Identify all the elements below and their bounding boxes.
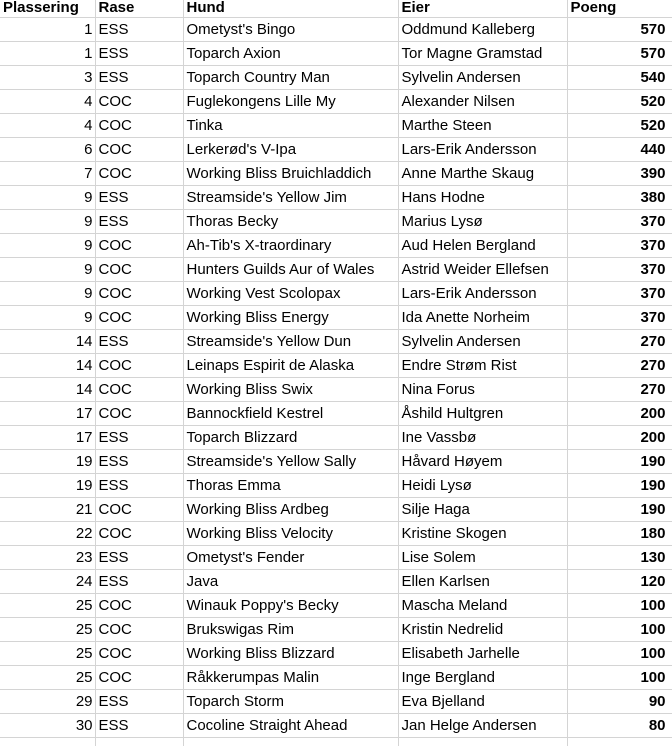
- cell-plassering[interactable]: 24: [0, 569, 95, 593]
- cell-hund[interactable]: Working Bliss Energy: [183, 305, 398, 329]
- table-row: [0, 89, 672, 113]
- cell-hund[interactable]: Brukswigas Rim: [183, 617, 398, 641]
- cell-plassering[interactable]: 14: [0, 353, 95, 377]
- cell-plassering[interactable]: 9: [0, 233, 95, 257]
- cell-eier[interactable]: Åshild Hultgren: [398, 401, 567, 425]
- table-row: [0, 401, 672, 425]
- cell-plassering[interactable]: 1: [0, 17, 95, 41]
- cell-eier[interactable]: Marthe Steen: [398, 113, 567, 137]
- cell-plassering[interactable]: 25: [0, 665, 95, 689]
- cell-rase[interactable]: ESS: [95, 17, 183, 41]
- table-row: [0, 473, 672, 497]
- cell-rase[interactable]: COC: [95, 497, 183, 521]
- cell-poeng[interactable]: 100: [567, 593, 672, 617]
- cell-plassering[interactable]: 9: [0, 257, 95, 281]
- cell-plassering[interactable]: 29: [0, 689, 95, 713]
- cell-hund[interactable]: Working Bliss Bruichladdich: [183, 161, 398, 185]
- cell-poeng[interactable]: 270: [567, 377, 672, 401]
- cell-poeng[interactable]: 190: [567, 449, 672, 473]
- cell-poeng[interactable]: 520: [567, 89, 672, 113]
- cell-hund[interactable]: Ometyst's Fender: [183, 545, 398, 569]
- cell-hund[interactable]: Toparch Country Man: [183, 65, 398, 89]
- cell-hund[interactable]: Bannockfield Kestrel: [183, 401, 398, 425]
- cell-poeng[interactable]: 190: [567, 473, 672, 497]
- cell-rase[interactable]: COC: [95, 353, 183, 377]
- cell-rase[interactable]: COC: [95, 665, 183, 689]
- empty-cell[interactable]: [567, 737, 672, 746]
- table-row: [0, 305, 672, 329]
- cell-rase[interactable]: ESS: [95, 713, 183, 737]
- cell-plassering[interactable]: 9: [0, 185, 95, 209]
- table-row: [0, 113, 672, 137]
- cell-poeng[interactable]: 270: [567, 329, 672, 353]
- table-row: [0, 641, 672, 665]
- cell-plassering[interactable]: 9: [0, 209, 95, 233]
- cell-poeng[interactable]: 190: [567, 497, 672, 521]
- cell-eier[interactable]: Lise Solem: [398, 545, 567, 569]
- cell-plassering[interactable]: 4: [0, 89, 95, 113]
- cell-plassering[interactable]: 30: [0, 713, 95, 737]
- cell-eier[interactable]: Ida Anette Norheim: [398, 305, 567, 329]
- cell-hund[interactable]: Streamside's Yellow Sally: [183, 449, 398, 473]
- cell-eier[interactable]: Hans Hodne: [398, 185, 567, 209]
- cell-hund[interactable]: Working Bliss Velocity: [183, 521, 398, 545]
- cell-rase[interactable]: COC: [95, 305, 183, 329]
- cell-eier[interactable]: Endre Strøm Rist: [398, 353, 567, 377]
- table-row: [0, 713, 672, 737]
- table-row: [0, 353, 672, 377]
- cell-plassering[interactable]: 17: [0, 425, 95, 449]
- cell-rase[interactable]: COC: [95, 377, 183, 401]
- cell-plassering[interactable]: 7: [0, 161, 95, 185]
- table-row: [0, 377, 672, 401]
- cell-poeng[interactable]: 440: [567, 137, 672, 161]
- header-rase[interactable]: Rase: [95, 0, 183, 17]
- cell-hund[interactable]: Working Bliss Swix: [183, 377, 398, 401]
- table-row: [0, 41, 672, 65]
- cell-eier[interactable]: Marius Lysø: [398, 209, 567, 233]
- cell-eier[interactable]: Lars-Erik Andersson: [398, 281, 567, 305]
- cell-eier[interactable]: Elisabeth Jarhelle: [398, 641, 567, 665]
- cell-eier[interactable]: Tor Magne Gramstad: [398, 41, 567, 65]
- cell-plassering[interactable]: 6: [0, 137, 95, 161]
- cell-plassering[interactable]: 19: [0, 449, 95, 473]
- table-row: [0, 545, 672, 569]
- cell-hund[interactable]: Tinka: [183, 113, 398, 137]
- table-row: [0, 281, 672, 305]
- cell-hund[interactable]: Streamside's Yellow Dun: [183, 329, 398, 353]
- cell-plassering[interactable]: 23: [0, 545, 95, 569]
- cell-eier[interactable]: Alexander Nilsen: [398, 89, 567, 113]
- cell-eier[interactable]: Silje Haga: [398, 497, 567, 521]
- cell-hund[interactable]: Råkkerumpas Malin: [183, 665, 398, 689]
- cell-rase[interactable]: COC: [95, 137, 183, 161]
- cell-plassering[interactable]: 9: [0, 281, 95, 305]
- table-row: [0, 665, 672, 689]
- table-row: [0, 689, 672, 713]
- cell-eier[interactable]: Aud Helen Bergland: [398, 233, 567, 257]
- cell-poeng[interactable]: 120: [567, 569, 672, 593]
- cell-rase[interactable]: ESS: [95, 425, 183, 449]
- cell-rase[interactable]: COC: [95, 281, 183, 305]
- table-row: [0, 17, 672, 41]
- cell-poeng[interactable]: 270: [567, 353, 672, 377]
- cell-plassering[interactable]: 9: [0, 305, 95, 329]
- cell-poeng[interactable]: 380: [567, 185, 672, 209]
- header-plassering[interactable]: Plassering: [0, 0, 95, 17]
- cell-rase[interactable]: COC: [95, 161, 183, 185]
- cell-eier[interactable]: Nina Forus: [398, 377, 567, 401]
- cell-eier[interactable]: Inge Bergland: [398, 665, 567, 689]
- cell-poeng[interactable]: 390: [567, 161, 672, 185]
- cell-plassering[interactable]: 17: [0, 401, 95, 425]
- cell-poeng[interactable]: 370: [567, 305, 672, 329]
- table-header: [0, 0, 672, 17]
- cell-hund[interactable]: Cocoline Straight Ahead: [183, 713, 398, 737]
- cell-rase[interactable]: ESS: [95, 41, 183, 65]
- cell-eier[interactable]: Sylvelin Andersen: [398, 329, 567, 353]
- empty-cell[interactable]: [398, 737, 567, 746]
- cell-hund[interactable]: Streamside's Yellow Jim: [183, 185, 398, 209]
- table-row: [0, 617, 672, 641]
- cell-rase[interactable]: ESS: [95, 185, 183, 209]
- cell-poeng[interactable]: 90: [567, 689, 672, 713]
- table-row: [0, 521, 672, 545]
- table-row: [0, 161, 672, 185]
- cell-plassering[interactable]: 14: [0, 329, 95, 353]
- cell-rase[interactable]: ESS: [95, 569, 183, 593]
- cell-hund[interactable]: Toparch Blizzard: [183, 425, 398, 449]
- cell-poeng[interactable]: 570: [567, 41, 672, 65]
- cell-rase[interactable]: ESS: [95, 473, 183, 497]
- cell-eier[interactable]: Anne Marthe Skaug: [398, 161, 567, 185]
- header-row: [0, 0, 672, 17]
- cell-hund[interactable]: Leinaps Espirit de Alaska: [183, 353, 398, 377]
- table-row: [0, 65, 672, 89]
- cell-poeng[interactable]: 570: [567, 17, 672, 41]
- cell-eier[interactable]: Håvard Høyem: [398, 449, 567, 473]
- table-row: [0, 233, 672, 257]
- cell-hund[interactable]: Working Vest Scolopax: [183, 281, 398, 305]
- cell-eier[interactable]: Eva Bjelland: [398, 689, 567, 713]
- cell-hund[interactable]: Toparch Storm: [183, 689, 398, 713]
- cell-plassering[interactable]: 14: [0, 377, 95, 401]
- cell-eier[interactable]: Ine Vassbø: [398, 425, 567, 449]
- cell-poeng[interactable]: 200: [567, 401, 672, 425]
- table-row: [0, 593, 672, 617]
- cell-plassering[interactable]: 25: [0, 641, 95, 665]
- table-row: [0, 137, 672, 161]
- table-row: [0, 449, 672, 473]
- table-row: [0, 425, 672, 449]
- cell-plassering[interactable]: 19: [0, 473, 95, 497]
- cell-rase[interactable]: COC: [95, 641, 183, 665]
- cell-eier[interactable]: Kristin Nedrelid: [398, 617, 567, 641]
- table-row: [0, 257, 672, 281]
- cell-rase[interactable]: COC: [95, 521, 183, 545]
- cell-eier[interactable]: Oddmund Kalleberg: [398, 17, 567, 41]
- empty-cell[interactable]: [183, 737, 398, 746]
- cell-hund[interactable]: Hunters Guilds Aur of Wales: [183, 257, 398, 281]
- cell-eier[interactable]: Ellen Karlsen: [398, 569, 567, 593]
- cell-poeng[interactable]: 370: [567, 209, 672, 233]
- cell-eier[interactable]: Sylvelin Andersen: [398, 65, 567, 89]
- cell-hund[interactable]: Winauk Poppy's Becky: [183, 593, 398, 617]
- cell-rase[interactable]: COC: [95, 401, 183, 425]
- cell-poeng[interactable]: 370: [567, 257, 672, 281]
- table-row: [0, 329, 672, 353]
- cell-poeng[interactable]: 100: [567, 665, 672, 689]
- cell-hund[interactable]: Working Bliss Blizzard: [183, 641, 398, 665]
- empty-row: [0, 737, 672, 746]
- cell-hund[interactable]: Thoras Emma: [183, 473, 398, 497]
- cell-hund[interactable]: Java: [183, 569, 398, 593]
- cell-rase[interactable]: COC: [95, 593, 183, 617]
- empty-cell[interactable]: [95, 737, 183, 746]
- cell-rase[interactable]: COC: [95, 617, 183, 641]
- cell-eier[interactable]: Heidi Lysø: [398, 473, 567, 497]
- cell-eier[interactable]: Mascha Meland: [398, 593, 567, 617]
- cell-rase[interactable]: ESS: [95, 329, 183, 353]
- table-row: [0, 209, 672, 233]
- cell-plassering[interactable]: 3: [0, 65, 95, 89]
- cell-poeng[interactable]: 130: [567, 545, 672, 569]
- cell-plassering[interactable]: 4: [0, 113, 95, 137]
- cell-poeng[interactable]: 180: [567, 521, 672, 545]
- cell-hund[interactable]: Thoras Becky: [183, 209, 398, 233]
- cell-rase[interactable]: ESS: [95, 65, 183, 89]
- cell-eier[interactable]: Jan Helge Andersen: [398, 713, 567, 737]
- header-poeng[interactable]: Poeng: [567, 0, 672, 17]
- cell-rase[interactable]: ESS: [95, 449, 183, 473]
- cell-poeng[interactable]: 370: [567, 233, 672, 257]
- cell-plassering[interactable]: 22: [0, 521, 95, 545]
- cell-poeng[interactable]: 200: [567, 425, 672, 449]
- cell-hund[interactable]: Lerkerød's V-Ipa: [183, 137, 398, 161]
- cell-eier[interactable]: Kristine Skogen: [398, 521, 567, 545]
- cell-poeng[interactable]: 520: [567, 113, 672, 137]
- cell-hund[interactable]: Toparch Axion: [183, 41, 398, 65]
- cell-eier[interactable]: Lars-Erik Andersson: [398, 137, 567, 161]
- header-eier[interactable]: Eier: [398, 0, 567, 17]
- cell-rase[interactable]: COC: [95, 89, 183, 113]
- empty-cell[interactable]: [0, 737, 95, 746]
- cell-rase[interactable]: COC: [95, 113, 183, 137]
- cell-poeng[interactable]: 100: [567, 641, 672, 665]
- cell-poeng[interactable]: 100: [567, 617, 672, 641]
- cell-hund[interactable]: Ometyst's Bingo: [183, 17, 398, 41]
- cell-hund[interactable]: Working Bliss Ardbeg: [183, 497, 398, 521]
- cell-rase[interactable]: ESS: [95, 689, 183, 713]
- cell-plassering[interactable]: 21: [0, 497, 95, 521]
- cell-rase[interactable]: COC: [95, 257, 183, 281]
- cell-rase[interactable]: ESS: [95, 209, 183, 233]
- cell-poeng[interactable]: 80: [567, 713, 672, 737]
- cell-poeng[interactable]: 370: [567, 281, 672, 305]
- header-hund[interactable]: Hund: [183, 0, 398, 17]
- cell-rase[interactable]: COC: [95, 233, 183, 257]
- cell-rase[interactable]: ESS: [95, 545, 183, 569]
- cell-plassering[interactable]: 1: [0, 41, 95, 65]
- cell-eier[interactable]: Astrid Weider Ellefsen: [398, 257, 567, 281]
- cell-plassering[interactable]: 25: [0, 617, 95, 641]
- table-row: [0, 569, 672, 593]
- cell-hund[interactable]: Fuglekongens Lille My: [183, 89, 398, 113]
- cell-hund[interactable]: Ah-Tib's X-traordinary: [183, 233, 398, 257]
- table-row: [0, 497, 672, 521]
- cell-poeng[interactable]: 540: [567, 65, 672, 89]
- cell-plassering[interactable]: 25: [0, 593, 95, 617]
- table-row: [0, 185, 672, 209]
- table-body: [0, 17, 672, 746]
